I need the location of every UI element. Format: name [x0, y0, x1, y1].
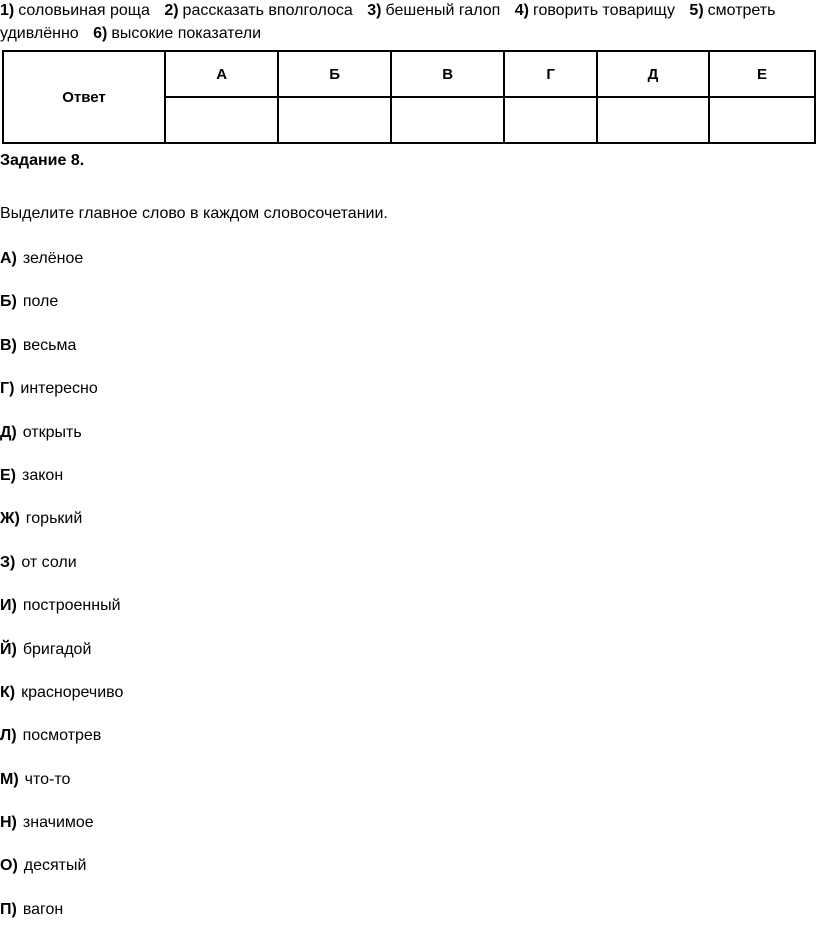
task-items-list: [0, 249, 123, 943]
option-1: [0, 2, 150, 19]
item-text: что-то: [24, 770, 71, 788]
item-letter: З): [0, 553, 16, 571]
list-item: [0, 683, 123, 726]
options-list: [0, 0, 816, 46]
option-number: 3): [367, 2, 382, 19]
option-5: [689, 2, 775, 19]
task-title: Задание 8.: [0, 152, 85, 169]
option-5-continued: [0, 25, 79, 42]
list-item: [0, 856, 123, 899]
option-text: говорить товарищу: [532, 2, 675, 19]
column-header: В: [391, 51, 504, 97]
item-text: построенный: [22, 597, 121, 615]
option-text: удивлённо: [0, 25, 79, 42]
option-text: высокие показатели: [111, 25, 262, 42]
item-text: горький: [25, 510, 83, 528]
item-text: зелёное: [22, 250, 84, 267]
item-text: интересно: [20, 380, 98, 398]
item-letter: И): [0, 597, 17, 615]
item-letter: М): [0, 770, 19, 788]
item-text: закон: [22, 466, 64, 484]
item-letter: Б): [0, 293, 17, 311]
item-letter: Й): [0, 640, 17, 658]
option-number: 5): [689, 2, 704, 19]
option-6: [93, 25, 261, 42]
answer-cell[interactable]: [709, 97, 815, 143]
list-item: [0, 726, 123, 769]
item-letter: Л): [0, 727, 17, 745]
item-letter: О): [0, 857, 18, 875]
item-text: открыть: [22, 423, 82, 441]
option-number: 1): [0, 2, 15, 19]
option-text: бешеный галоп: [385, 2, 501, 19]
column-header: Д: [597, 51, 709, 97]
list-item: [0, 553, 123, 596]
answer-table: [2, 50, 816, 144]
item-text: красноречиво: [21, 683, 124, 701]
column-header: А: [165, 51, 278, 97]
item-text: весьма: [22, 336, 77, 354]
option-text: смотреть: [707, 2, 776, 19]
list-item: [0, 509, 123, 552]
answer-row-label: Ответ: [3, 51, 165, 143]
answer-cell[interactable]: [391, 97, 504, 143]
option-number: 4): [514, 2, 529, 19]
item-letter: А): [0, 250, 17, 267]
item-letter: Н): [0, 814, 17, 832]
list-item: [0, 466, 123, 509]
column-header: Е: [709, 51, 815, 97]
answer-cell[interactable]: [278, 97, 391, 143]
option-4: [515, 2, 675, 19]
list-item: [0, 900, 123, 943]
item-letter: Г): [0, 380, 15, 398]
list-item: [0, 423, 123, 466]
item-text: поле: [22, 293, 59, 311]
item-text: значимое: [22, 814, 94, 832]
option-number: 6): [93, 25, 108, 42]
option-3: [367, 2, 500, 19]
option-text: рассказать вполголоса: [182, 2, 353, 19]
item-text: посмотрев: [22, 727, 102, 745]
answer-cell[interactable]: [165, 97, 278, 143]
item-text: бригадой: [22, 640, 92, 658]
list-item: [0, 292, 123, 335]
item-letter: К): [0, 683, 16, 701]
answer-table-header-row: [3, 51, 815, 97]
column-header: Г: [504, 51, 597, 97]
item-text: десятый: [23, 857, 87, 875]
list-item: [0, 770, 123, 813]
task-instruction: Выделите главное слово в каждом словосочетании.: [0, 205, 388, 222]
item-text: от соли: [21, 553, 77, 571]
options-line-2: [0, 23, 816, 46]
item-letter: П): [0, 900, 17, 918]
list-item: [0, 336, 123, 379]
item-letter: В): [0, 336, 17, 354]
option-2: [164, 2, 352, 19]
list-item: [0, 249, 123, 292]
list-item: [0, 379, 123, 422]
list-item: [0, 813, 123, 856]
options-line-1: [0, 0, 816, 23]
answer-cell[interactable]: [597, 97, 709, 143]
column-header: Б: [278, 51, 391, 97]
item-letter: Е): [0, 466, 16, 484]
list-item: [0, 640, 123, 683]
option-text: соловьиная роща: [18, 2, 150, 19]
option-number: 2): [164, 2, 179, 19]
item-text: вагон: [22, 900, 64, 918]
item-letter: Д): [0, 423, 17, 441]
list-item: [0, 596, 123, 639]
item-letter: Ж): [0, 510, 20, 528]
answer-cell[interactable]: [504, 97, 597, 143]
